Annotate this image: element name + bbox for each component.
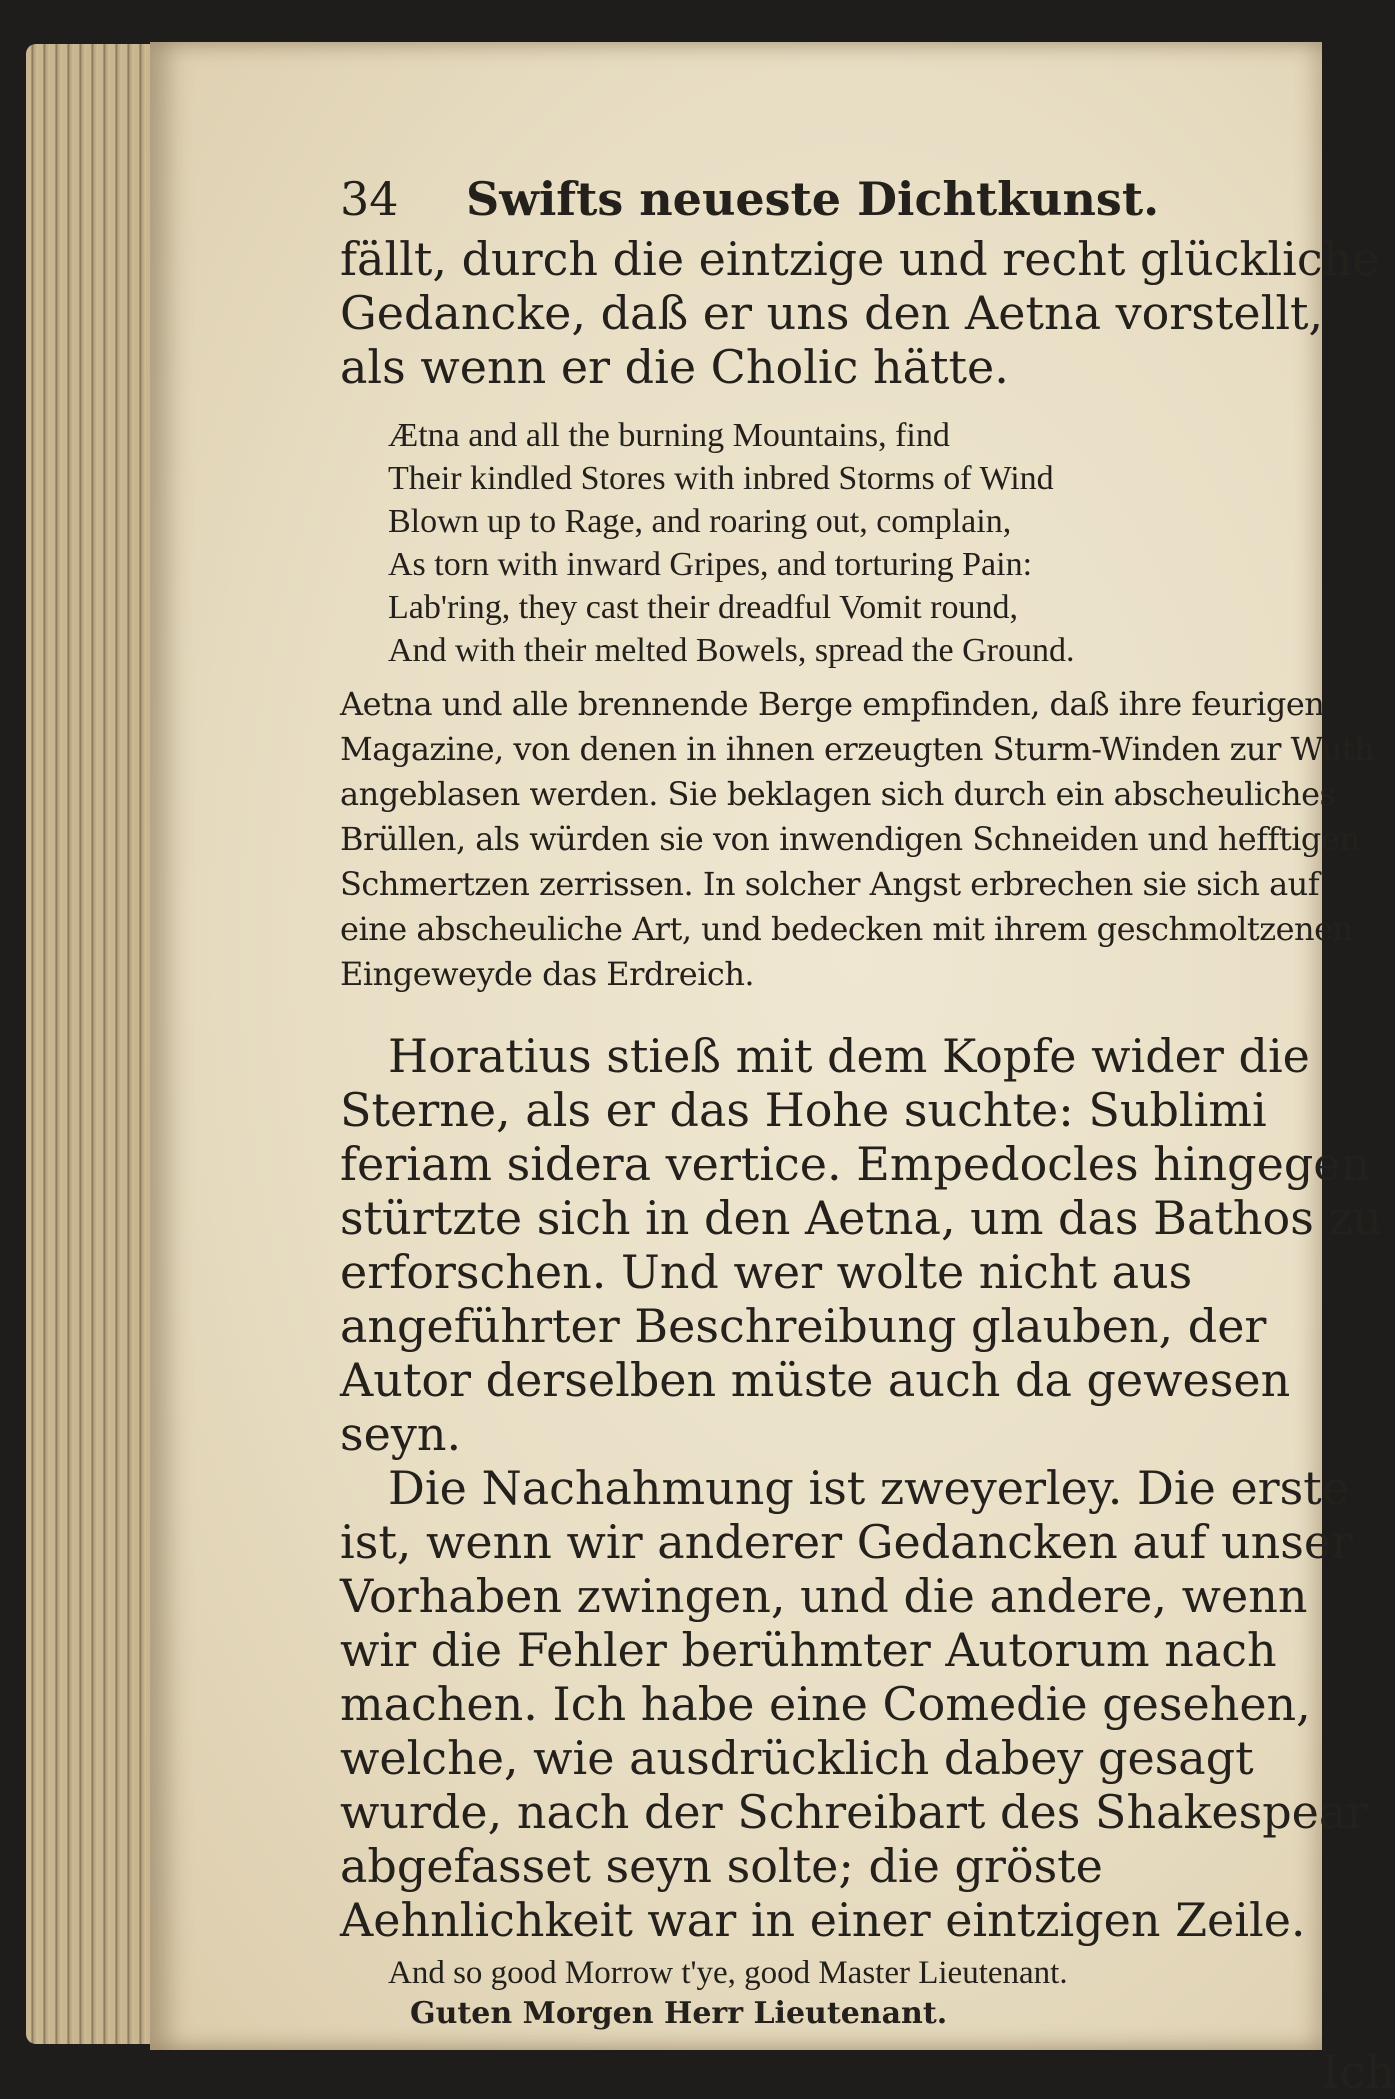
page-number: 34 bbox=[340, 172, 399, 226]
poem-line: Lab'ring, they cast their dreadful Vomit round, bbox=[388, 589, 1018, 626]
poem-line: As torn with inward Gripes, and torturing Pain: bbox=[388, 546, 1033, 583]
english-poem bbox=[340, 414, 1395, 672]
running-title: Swifts neueste Dichtkunst. bbox=[466, 172, 1160, 226]
page-content bbox=[340, 172, 1395, 2099]
poem-line: Ætna and all the burning Mountains, find bbox=[388, 417, 950, 454]
poem-line: And with their melted Bowels, spread the Ground. bbox=[388, 632, 1075, 669]
horatius-paragraph: Horatius stieß mit dem Kopfe wider die Sterne, als er das Hohe suchte: Sublimi feriam sidera vertice. Empedocles hingegen stürtzte sich in den Aetna, um das Bathos zu erforschen. Und wer wolte nicht aus angeführter Beschreibung glauben, der Autor derselben müste auch da gewesen seyn. bbox=[340, 1029, 1383, 1461]
book-page bbox=[150, 42, 1395, 2099]
intro-paragraph: fällt, durch die eintzige und recht glückliche Gedancke, daß er uns den Aetna vorstellt, als wenn er die Cholic hätte. bbox=[340, 232, 1380, 394]
poem-line: Blown up to Rage, and roaring out, complain, bbox=[388, 503, 1012, 540]
poem-line: Their kindled Stores with inbred Storms of Wind bbox=[388, 460, 1054, 497]
running-head bbox=[340, 172, 1395, 226]
imitation-paragraph: Die Nachahmung ist zweyerley. Die erste ist, wenn wir anderer Gedancken auf unser Vorhaben zwingen, und die andere, wenn wir die Fehler berühmter Autorum nach machen. Ich habe eine Comedie gesehen, welche, wie ausdrücklich dabey gesagt wurde, nach der Schreibart des Shakespear abgefasset seyn solte; die gröste Aehnlichkeit war in einer eintzigen Zeile. bbox=[340, 1461, 1369, 1947]
catchword: Ich bbox=[1321, 2045, 1395, 2099]
english-quote: And so good Morrow t'ye, good Master Lieutenant. bbox=[388, 1955, 1068, 1991]
poem-translation: Aetna und alle brennende Berge empfinden, daß ihre feurigen Magazine, von denen in ihnen erzeugten Sturm-Winden zur Wuth angeblasen werden. Sie beklagen sich durch ein abscheuliches Brüllen, als würden sie von inwendigen Schneiden und hefftigen Schmertzen zerrissen. In solcher Angst erbrechen sie sich auf eine abscheuliche Art, und bedecken mit ihrem geschmoltzenen Eingeweyde das Erdreich. bbox=[340, 685, 1375, 993]
german-quote: Guten Morgen Herr Lieutenant. bbox=[410, 1996, 948, 2031]
